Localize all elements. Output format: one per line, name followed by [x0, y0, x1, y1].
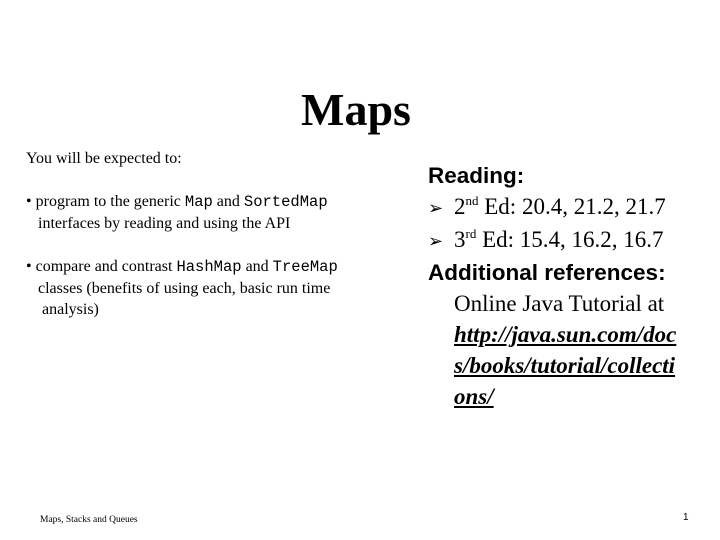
- left-column: [26, 148, 386, 342]
- code-treemap: TreeMap: [272, 258, 338, 276]
- bullet-2-text: compare and contrast: [35, 258, 177, 275]
- slide-title: [0, 82, 712, 138]
- code-hashmap: HashMap: [176, 258, 242, 276]
- bullet-1-text: program to the generic: [35, 193, 185, 210]
- slide-title-text: Maps: [301, 84, 411, 135]
- footer-deck-title: Maps, Stacks and Queues: [40, 515, 138, 525]
- bullet-2-line-2: classes (benefits of using each, basic run time: [38, 280, 331, 297]
- bullet-1-conjunction: and: [212, 193, 244, 210]
- bullet-2-conjunction: and: [241, 258, 273, 275]
- bullet-2-line-3: analysis): [42, 301, 99, 318]
- bullet-item-2: [26, 256, 386, 320]
- bullet-1-line-1: [26, 191, 386, 213]
- edition-ordinal: rd: [465, 226, 477, 241]
- tutorial-link-line-3[interactable]: ons/: [454, 384, 494, 409]
- reading-item-2: [428, 224, 718, 257]
- edition-ordinal: nd: [465, 193, 479, 208]
- tutorial-link-line-1[interactable]: http://java.sun.com/doc: [454, 322, 677, 347]
- edition-number: 3: [454, 227, 466, 252]
- bullet-1-line-2: interfaces by reading and using the API: [38, 215, 291, 232]
- arrow-bullet-icon: ➢: [428, 198, 444, 218]
- code-sortedmap: SortedMap: [243, 193, 328, 211]
- reading-header: Reading:: [428, 163, 525, 188]
- bullet-marker: •: [26, 258, 32, 275]
- reference-text: Online Java Tutorial at: [454, 291, 665, 316]
- additional-references-header: Additional references:: [428, 260, 666, 285]
- arrow-bullet-icon: ➢: [428, 231, 444, 251]
- bullet-item-1: [26, 191, 386, 234]
- bullet-marker: •: [26, 193, 32, 210]
- reading-item-1: [428, 191, 718, 224]
- intro-text: You will be expected to:: [26, 150, 182, 167]
- edition-number: 2: [454, 194, 466, 219]
- edition-sections: Ed: 20.4, 21.2, 21.7: [478, 194, 666, 219]
- bullet-2-line-1: [26, 256, 386, 278]
- right-column: [428, 160, 718, 412]
- code-map: Map: [184, 193, 213, 211]
- edition-sections: Ed: 15.4, 16.2, 16.7: [476, 227, 664, 252]
- tutorial-link-line-2[interactable]: s/books/tutorial/collecti: [454, 353, 676, 378]
- footer-page-number: 1: [683, 512, 689, 523]
